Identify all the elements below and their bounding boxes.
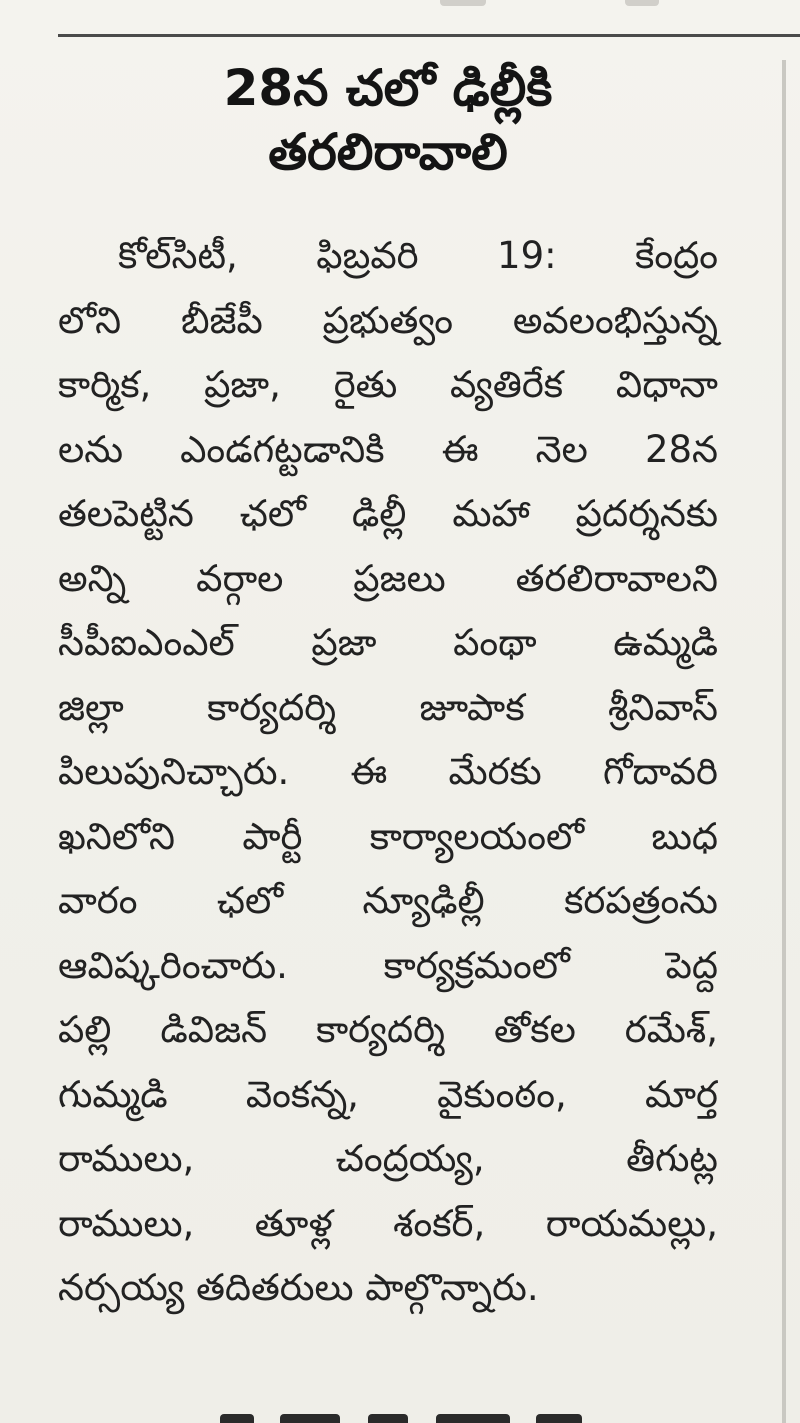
body-line-13: పల్లి డివిజన్ కార్యదర్శి తోకల రమేశ్‌, <box>58 1008 718 1051</box>
column-right-rule <box>782 60 786 1423</box>
body-line-4: లను ఎండగట్టడానికి ఈ నెల 28న <box>58 427 718 471</box>
body-line-16: రాములు, తూళ్ల శంకర్, రాయమల్లు, <box>58 1201 718 1245</box>
body-line-6: అన్ని వర్గాల ప్రజలు తరలిరావాలని <box>58 556 718 600</box>
article-headline <box>58 56 718 184</box>
body-line-7: సీపీఐఎంఎల్ ప్రజా పంథా ఉమ్మడి <box>58 621 718 664</box>
headline-line-1: 28న చలో ఢిల్లీకి <box>223 59 553 117</box>
body-line-11: వారం ఛలో న్యూఢిల్లీ కరపత్రంను <box>58 879 718 922</box>
body-line-8: జిల్లా కార్యదర్శి జూపాక శ్రీనివాస్ <box>58 685 718 729</box>
body-line-9: పిలుపునిచ్చారు. ఈ మేరకు గోదావరి <box>58 750 718 793</box>
news-article <box>58 56 718 1309</box>
body-line-12: ఆవిష్కరించారు. కార్యక్రమంలో పెద్ద <box>58 943 718 987</box>
body-line-14: గుమ్మడి వెంకన్న, వైకుంఠం, మార్త <box>58 1072 718 1116</box>
body-line-10: ఖనిలోని పార్టీ కార్యాలయంలో బుధ <box>58 814 718 858</box>
article-body <box>58 224 718 1321</box>
headline-line-2: తరలిరావాలి <box>268 123 508 181</box>
body-line-5: తలపెట్టిన ఛలో ఢిల్లీ మహా ప్రదర్శనకు <box>58 492 718 535</box>
body-line-1: కోల్‌సిటీ, ఫిబ్రవరి 19: కేంద్రం <box>118 234 718 277</box>
cropped-next-headline <box>200 1410 620 1423</box>
body-line-2: లోని బీజేపీ ప్రభుత్వం అవలంభిస్తున్న <box>58 298 718 342</box>
column-top-rule <box>58 34 800 37</box>
cropped-top-edge <box>0 0 800 30</box>
body-line-15: రాములు, చంద్రయ్య, తీగుట్ల <box>58 1137 718 1180</box>
body-line-3: కార్మిక, ప్రజా, రైతు వ్యతిరేక విధానా <box>58 363 718 406</box>
body-line-17: నర్సయ్య తదితరులు పాల్గొన్నారు. <box>58 1266 539 1309</box>
